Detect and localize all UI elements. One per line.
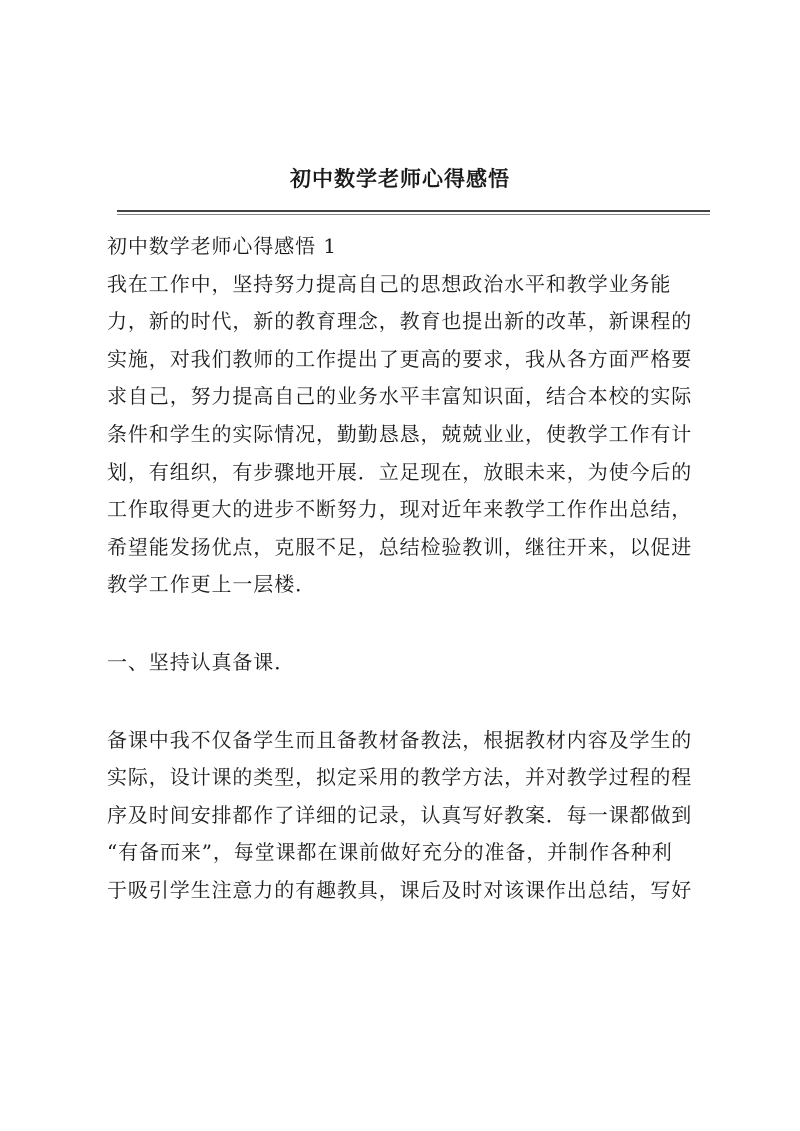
- paragraph-line: 条件和学生的实际情况，勤勤恳恳，兢兢业业，使教学工作有计: [107, 421, 693, 446]
- paragraph-line: 实际，设计课的类型，拟定采用的教学方法，并对教学过程的程: [107, 765, 693, 790]
- paragraph-line: 希望能发扬优点，克服不足，总结检验教训，继往开来，以促进: [107, 534, 693, 559]
- paragraph-line: 备课中我不仅备学生而且备教材备教法，根据教材内容及学生的: [107, 727, 693, 752]
- paragraph-line: 于吸引学生注意力的有趣教具，课后及时对该课作出总结，写好: [107, 877, 693, 902]
- paragraph-1: [107, 266, 712, 604]
- document-title: 初中数学老师心得感悟: [290, 166, 510, 191]
- blank-line: [107, 682, 712, 722]
- title-divider: [117, 210, 710, 212]
- paragraph-2: [107, 722, 712, 910]
- paragraph-line: 工作取得更大的进步不断努力，现对近年来教学工作作出总结，: [107, 497, 693, 522]
- section-heading: 初中数学老师心得感悟 1: [107, 234, 337, 258]
- paragraph-line: 求自己，努力提高自己的业务水平丰富知识面，结合本校的实际: [107, 384, 693, 409]
- paragraph-line: 教学工作更上一层楼．: [107, 572, 316, 597]
- blank-line: [107, 604, 712, 644]
- paragraph-line: 我在工作中，坚持努力提高自己的思想政治水平和教学业务能: [107, 271, 672, 296]
- paragraph-line: 实施，对我们教师的工作提出了更高的要求，我从各方面严格要: [107, 346, 693, 371]
- paragraph-line: 序及时间安排都作了详细的记录，认真写好教案．每一课都做到: [107, 802, 693, 827]
- paragraph-line: 力，新的时代，新的教育理念，教育也提出新的改革，新课程的: [107, 309, 693, 334]
- paragraph-line: 划，有组织，有步骤地开展．立足现在，放眼未来，为使今后的: [107, 459, 693, 484]
- paragraph-line: “有备而来”，每堂课都在课前做好充分的准备，并制作各种利: [107, 840, 673, 865]
- subheading: 一、坚持认真备课．: [107, 649, 296, 674]
- document-body: [107, 228, 712, 910]
